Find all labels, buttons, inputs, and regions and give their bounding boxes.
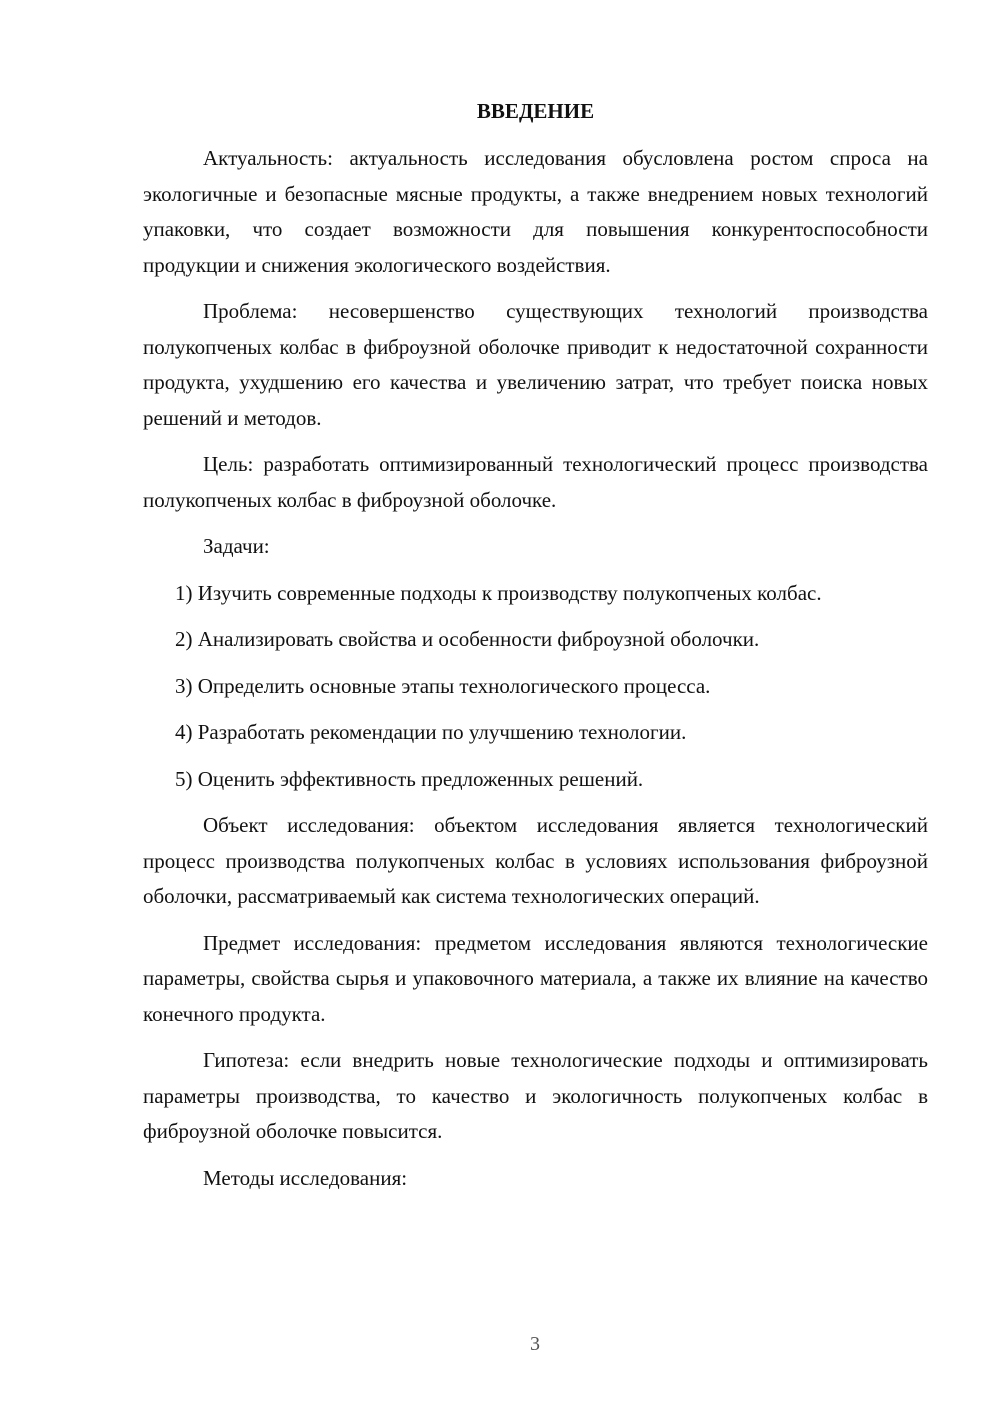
paragraph-hypothesis: Гипотеза: если внедрить новые технологические подходы и оптимизировать параметры производства, то качество и экологичность полукопченых колбас в фиброузной оболочке повысится. bbox=[143, 1048, 928, 1143]
tasks-label: Задачи: bbox=[203, 534, 270, 558]
page-number: 3 bbox=[530, 1333, 540, 1355]
task-item-2: 2) Анализировать свойства и особенности фиброузной оболочки. bbox=[175, 627, 760, 651]
paragraph-relevance: Актуальность: актуальность исследования обусловлена ростом спроса на экологичные и безопасные мясные продукты, а также внедрением новых технологий упаковки, что создает возможности для повышения конкурентоспособности продукции и снижения экологического воздействия. bbox=[143, 146, 928, 277]
paragraph-subject: Предмет исследования: предметом исследования являются технологические параметры, свойства сырья и упаковочного материала, а также их влияние на качество конечного продукта. bbox=[143, 930, 928, 1026]
task-item-3: 3) Определить основные этапы технологического процесса. bbox=[175, 673, 711, 698]
methods-label: Методы исследования: bbox=[203, 1165, 408, 1190]
task-item-1: 1) Изучить современные подходы к производству полукопченых колбас. bbox=[175, 580, 822, 605]
paragraph-object: Объект исследования: объектом исследования является технологический процесс производства полукопченых колбас в условиях использования фиброузной оболочки, рассматриваемый как система технологических операций. bbox=[143, 813, 928, 908]
task-item-5: 5) Оценить эффективность предложенных решений. bbox=[175, 766, 644, 791]
section-heading: ВВЕДЕНИЕ bbox=[476, 99, 595, 123]
paragraph-goal: Цель: разработать оптимизированный технологический процесс производства полукопченых колбас в фиброузной оболочке. bbox=[143, 452, 928, 512]
paragraph-problem: Проблема: несовершенство существующих технологий производства полукопченых колбас в фиброузной оболочке приводит к недостаточной сохранности продукта, ухудшению его качества и увеличению затрат, что требует поиска новых решений и методов. bbox=[143, 299, 928, 430]
task-item-4: 4) Разработать рекомендации по улучшению технологии. bbox=[175, 720, 687, 744]
document-page bbox=[143, 94, 928, 1207]
